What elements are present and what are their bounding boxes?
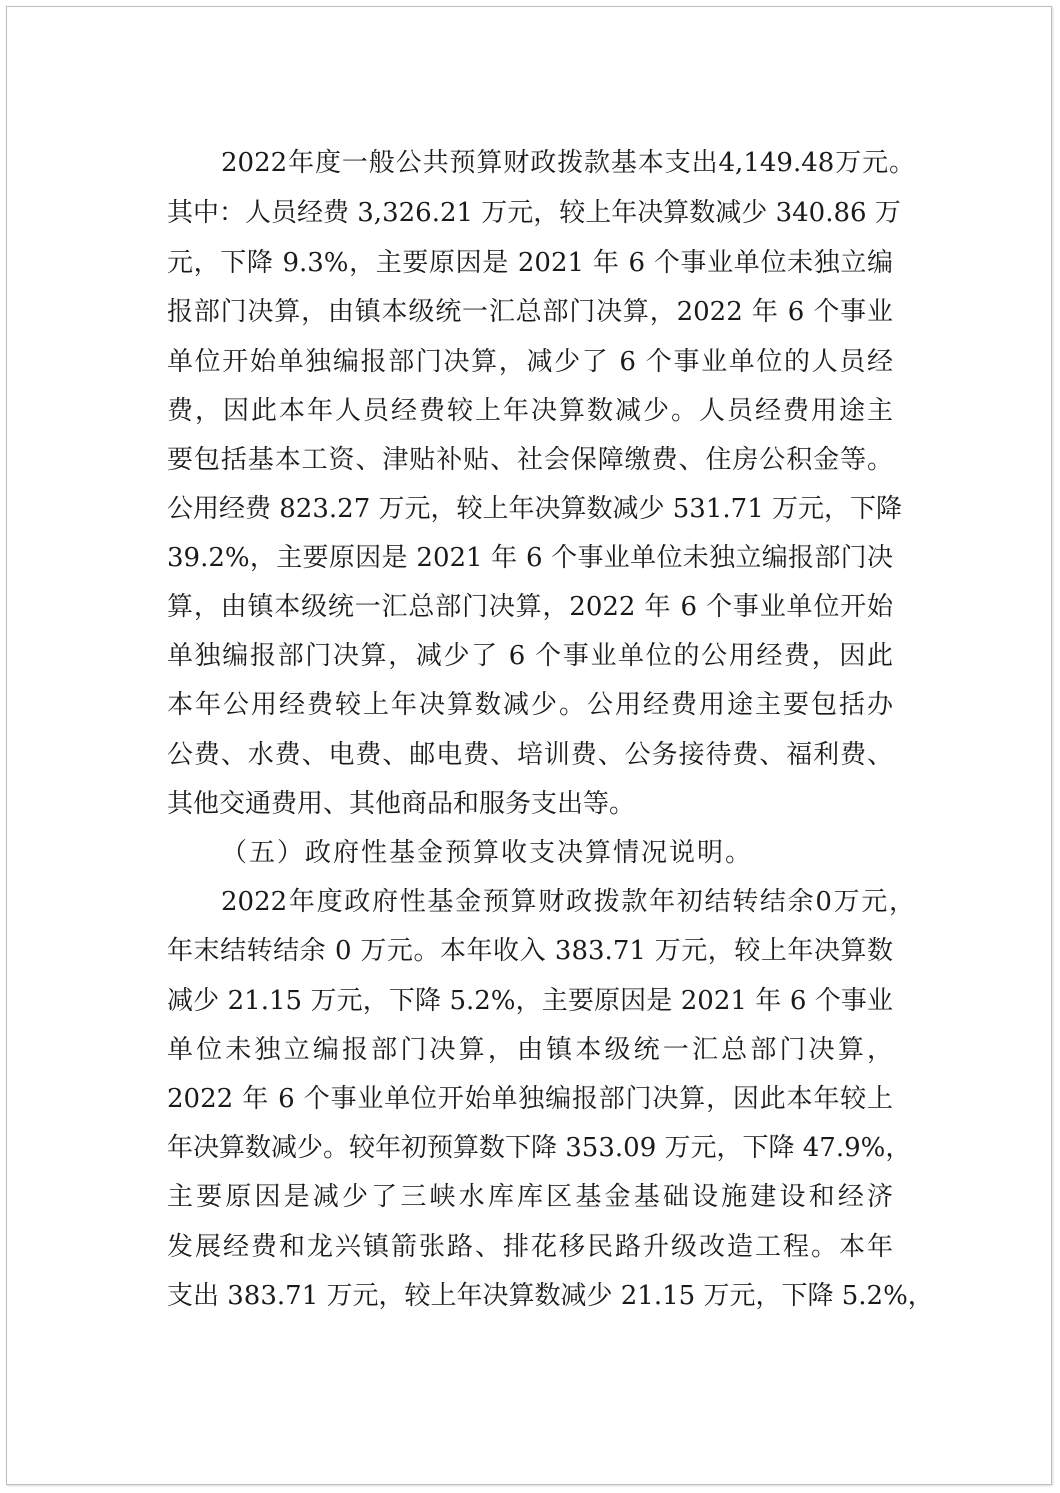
paragraph-2-line-1: 2022年度政府性基金预算财政拨款年初结转结余0万元，	[221, 887, 915, 917]
paragraph-1-line-12: 本年公用经费较上年决算数减少。公用经费用途主要包括办	[167, 690, 893, 720]
paragraph-1-line-13: 公费、水费、电费、邮电费、培训费、公务接待费、福利费、	[167, 740, 893, 770]
paragraph-1-line-2: 其中：人员经费 3,326.21 万元，较上年决算数减少 340.86 万	[167, 198, 901, 228]
paragraph-1-line-9: 39.2%，主要原因是 2021 年 6 个事业单位未独立编报部门决	[167, 543, 893, 573]
paragraph-2-line-7: 主要原因是减少了三峡水库库区基金基础设施建设和经济	[167, 1182, 893, 1212]
paragraph-2-line-3: 减少 21.15 万元，下降 5.2%，主要原因是 2021 年 6 个事业	[167, 986, 893, 1016]
paragraph-1-line-5: 单位开始单独编报部门决算，减少了 6 个事业单位的人员经	[167, 347, 893, 377]
paragraph-1-line-11: 单独编报部门决算，减少了 6 个事业单位的公用经费，因此	[167, 641, 893, 671]
paragraph-2-line-6: 年决算数减少。较年初预算数下降 353.09 万元，下降 47.9%，	[167, 1133, 912, 1163]
paragraph-1-line-4: 报部门决算，由镇本级统一汇总部门决算，2022 年 6 个事业	[167, 297, 893, 327]
paragraph-2-line-9: 支出 383.71 万元，较上年决算数减少 21.15 万元，下降 5.2%，	[167, 1281, 934, 1311]
paragraph-1-line-3: 元，下降 9.3%，主要原因是 2021 年 6 个事业单位未独立编	[167, 248, 893, 278]
paragraph-2-line-4: 单位未独立编报部门决算，由镇本级统一汇总部门决算，	[167, 1035, 893, 1065]
paragraph-2-line-8: 发展经费和龙兴镇箭张路、排花移民路升级改造工程。本年	[167, 1232, 893, 1262]
paragraph-1-line-8: 公用经费 823.27 万元，较上年决算数减少 531.71 万元，下降	[167, 494, 903, 524]
paragraph-2-line-5: 2022 年 6 个事业单位开始单独编报部门决算，因此本年较上	[167, 1084, 893, 1114]
paragraph-2-line-2: 年末结转结余 0 万元。本年收入 383.71 万元，较上年决算数	[167, 936, 893, 966]
paragraph-1-line-7: 要包括基本工资、津贴补贴、社会保障缴费、住房公积金等。	[167, 445, 893, 475]
paragraph-1-line-14: 其他交通费用、其他商品和服务支出等。	[167, 789, 636, 819]
section-heading: （五）政府性基金预算收支决算情况说明。	[221, 838, 754, 868]
paragraph-1-line-6: 费，因此本年人员经费较上年决算数减少。人员经费用途主	[167, 396, 893, 426]
paragraph-1-line-10: 算，由镇本级统一汇总部门决算，2022 年 6 个事业单位开始	[167, 592, 893, 622]
paragraph-1-line-1: 2022年度一般公共预算财政拨款基本支出4,149.48万元。	[221, 148, 915, 178]
